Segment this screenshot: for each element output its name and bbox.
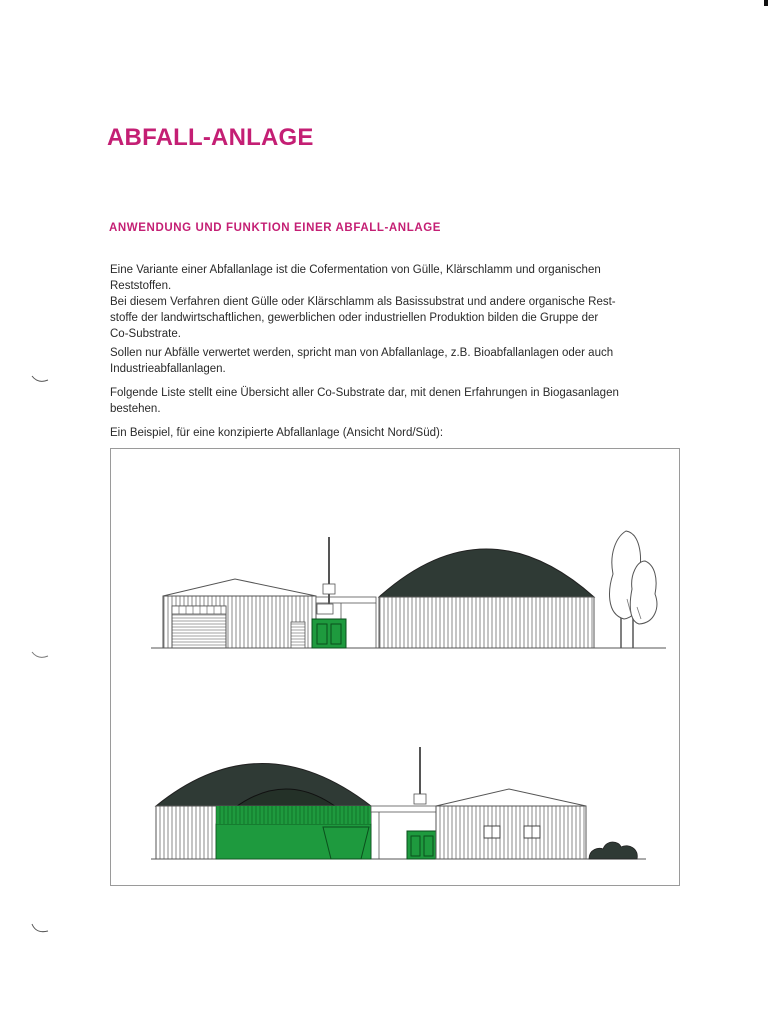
bush xyxy=(589,842,637,859)
paragraph-intro xyxy=(110,262,675,342)
text-line: Reststoffen. xyxy=(110,280,172,292)
scan-artifact xyxy=(764,0,768,6)
plant-drawing xyxy=(111,449,679,885)
hall-building xyxy=(436,789,586,859)
paragraph-example xyxy=(110,425,675,441)
page-title: ABFALL-ANLAGE xyxy=(107,124,314,151)
trees xyxy=(610,531,657,648)
text-line: Sollen nur Abfälle verwertet werden, spricht man von Abfallanlage, z.B. Bioabfallanlagen oder auch xyxy=(110,347,614,359)
south-view xyxy=(151,747,646,859)
paragraph-waste xyxy=(110,345,675,377)
punch-mark xyxy=(30,922,50,936)
paragraph-list xyxy=(110,385,675,417)
text-line: Eine Variante einer Abfallanlage ist die Cofermentation von Gülle, Klärschlamm und organischen xyxy=(110,264,601,276)
text-line: Bei diesem Verfahren dient Gülle oder Klärschlamm als Basissubstrat und andere organische Rest- xyxy=(110,296,616,308)
text-line: Industrieabfallanlagen. xyxy=(110,363,226,375)
digester-tank xyxy=(156,764,371,860)
text-line: Co-Substrate. xyxy=(110,328,181,340)
text-line: stoffe der landwirtschaftlichen, gewerblichen oder industriellen Produktion bilden die Gruppe der xyxy=(110,312,599,324)
text-line: Folgende Liste stellt eine Übersicht aller Co-Substrate dar, mit denen Erfahrungen in Biogasanlagen xyxy=(110,387,619,399)
text-line: Ein Beispiel, für eine konzipierte Abfallanlage (Ansicht Nord/Süd): xyxy=(110,427,444,439)
hall-building xyxy=(163,579,316,648)
chp-container xyxy=(407,831,439,859)
text-line: bestehen. xyxy=(110,403,161,415)
north-view xyxy=(151,531,666,648)
punch-mark xyxy=(30,648,50,662)
plant-illustration xyxy=(110,448,680,886)
digester-tank xyxy=(379,549,594,648)
punch-mark xyxy=(30,372,50,386)
section-heading: ANWENDUNG UND FUNKTION EINER ABFALL-ANLAGE xyxy=(109,222,442,234)
